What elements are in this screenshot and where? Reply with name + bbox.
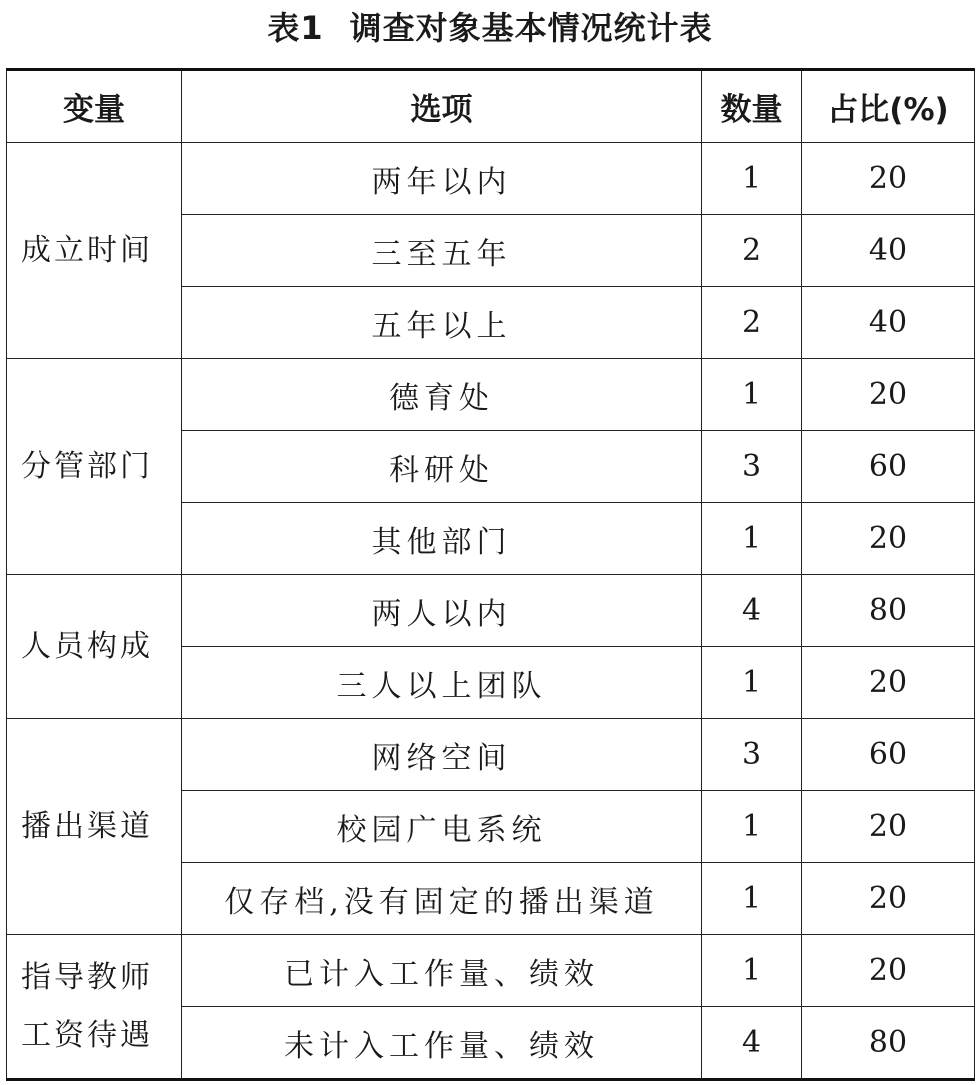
option-cell: 三人以上团队 <box>182 647 702 719</box>
count-cell: 1 <box>702 359 802 431</box>
variable-cell: 人员构成 <box>7 575 182 719</box>
count-cell: 3 <box>702 431 802 503</box>
count-cell: 1 <box>702 863 802 935</box>
option-cell: 两人以内 <box>182 575 702 647</box>
table-row <box>7 359 975 431</box>
option-cell: 两年以内 <box>182 143 702 215</box>
count-cell: 2 <box>702 215 802 287</box>
percent-cell: 60 <box>802 719 975 791</box>
option-cell: 网络空间 <box>182 719 702 791</box>
option-cell: 校园广电系统 <box>182 791 702 863</box>
table-number: 表1 <box>267 9 324 47</box>
option-cell: 未计入工作量、绩效 <box>182 1007 702 1080</box>
count-cell: 1 <box>702 935 802 1007</box>
option-cell: 科研处 <box>182 431 702 503</box>
table-row <box>7 719 975 791</box>
option-cell: 已计入工作量、绩效 <box>182 935 702 1007</box>
percent-cell: 20 <box>802 863 975 935</box>
header-count: 数量 <box>702 70 802 143</box>
percent-cell: 60 <box>802 431 975 503</box>
count-cell: 3 <box>702 719 802 791</box>
table-row <box>7 143 975 215</box>
count-cell: 1 <box>702 143 802 215</box>
percent-cell: 20 <box>802 935 975 1007</box>
count-cell: 1 <box>702 791 802 863</box>
option-cell: 仅存档,没有固定的播出渠道 <box>182 863 702 935</box>
variable-cell: 成立时间 <box>7 143 182 359</box>
percent-cell: 20 <box>802 143 975 215</box>
option-cell: 其他部门 <box>182 503 702 575</box>
statistics-table <box>6 68 975 1081</box>
option-cell: 德育处 <box>182 359 702 431</box>
percent-cell: 20 <box>802 791 975 863</box>
header-option: 选项 <box>182 70 702 143</box>
variable-cell: 播出渠道 <box>7 719 182 935</box>
option-cell: 五年以上 <box>182 287 702 359</box>
variable-cell: 分管部门 <box>7 359 182 575</box>
option-cell: 三至五年 <box>182 215 702 287</box>
percent-cell: 20 <box>802 359 975 431</box>
percent-cell: 20 <box>802 503 975 575</box>
table-row <box>7 935 975 1007</box>
count-cell: 2 <box>702 287 802 359</box>
percent-cell: 20 <box>802 647 975 719</box>
count-cell: 4 <box>702 575 802 647</box>
table-caption <box>0 0 980 56</box>
header-variable: 变量 <box>7 70 182 143</box>
percent-cell: 40 <box>802 215 975 287</box>
table-title: 调查对象基本情况统计表 <box>349 9 713 47</box>
header-percent: 占比(%) <box>802 70 975 143</box>
count-cell: 1 <box>702 647 802 719</box>
header-row <box>7 70 975 143</box>
table-row <box>7 575 975 647</box>
percent-cell: 80 <box>802 1007 975 1080</box>
count-cell: 4 <box>702 1007 802 1080</box>
variable-cell: 指导教师工资待遇 <box>7 935 182 1080</box>
count-cell: 1 <box>702 503 802 575</box>
percent-cell: 80 <box>802 575 975 647</box>
percent-cell: 40 <box>802 287 975 359</box>
